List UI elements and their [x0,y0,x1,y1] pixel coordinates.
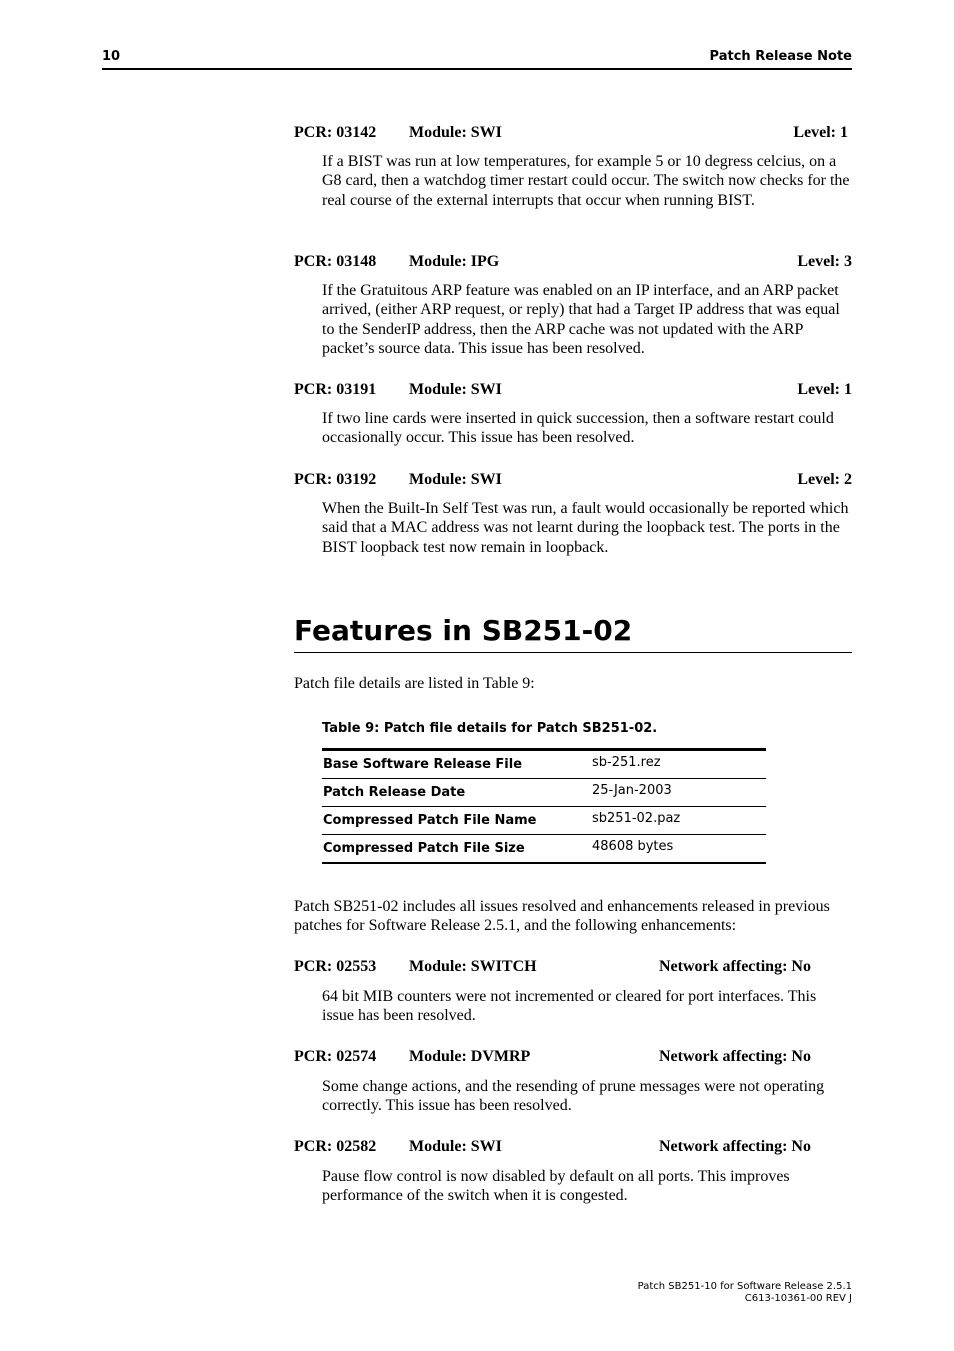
pcr-heading [294,381,852,401]
page-footer [638,1281,852,1305]
table-key: Compressed Patch File Name [323,813,537,828]
pcr-module: Module: SWI [409,471,502,488]
pcr-heading [294,253,852,273]
header-title: Patch Release Note [709,49,852,64]
pcr-id: PCR: 03192 [294,471,377,488]
table-row [322,779,766,807]
pcr-heading [294,124,852,144]
pcr-id: PCR: 02582 [294,1138,377,1155]
pcr-network-affecting: Network affecting: No [659,958,811,975]
page-header [102,48,852,70]
table-key: Compressed Patch File Size [323,841,525,856]
pcr-level: Level: 2 [797,471,852,488]
page-number: 10 [102,49,121,64]
table-row [322,751,766,779]
pcr-network-affecting: Network affecting: No [659,1048,811,1065]
pcr-heading [294,1048,852,1068]
pcr-id: PCR: 03191 [294,381,377,398]
pcr-description: Some change actions, and the resending of prune messages were not operating correctly. This issue has been resolved. [322,1078,825,1115]
section-summary: Patch SB251-02 includes all issues resolved and enhancements released in previous patches for Software Release 2.5.1, and the following enhancements: [294,898,830,935]
pcr-description: Pause flow control is now disabled by default on all ports. This improves performance of the switch when it is congested. [322,1168,790,1205]
table-value: 25-Jan-2003 [592,783,672,798]
pcr-network-affecting: Network affecting: No [659,1138,811,1155]
pcr-heading [294,1138,852,1158]
pcr-level: Level: 1 [793,124,848,141]
pcr-heading [294,471,852,491]
pcr-module: Module: IPG [409,253,500,270]
pcr-level: Level: 1 [797,381,852,398]
footer-line-1: Patch SB251-10 for Software Release 2.5.1 [637,1281,852,1292]
pcr-module: Module: SWI [409,1138,502,1155]
pcr-module: Module: DVMRP [409,1048,531,1065]
table-row [322,807,766,835]
pcr-heading [294,958,852,978]
section-intro: Patch file details are listed in Table 9: [294,675,535,692]
table-key: Base Software Release File [323,757,523,772]
section-heading: Features in SB251-02 [294,612,852,653]
pcr-description: 64 bit MIB counters were not incremented or cleared for port interfaces. This issue has been resolved. [322,988,817,1025]
table-key: Patch Release Date [323,785,466,800]
pcr-description: If a BIST was run at low temperatures, for example 5 or 10 degress celcius, on a G8 card, then a watchdog timer restart could occur. The switch now checks for the real course of the external interrupts that occur when running BIST. [322,153,850,209]
pcr-module: Module: SWI [409,124,502,141]
pcr-level: Level: 3 [797,253,852,270]
pcr-description: If the Gratuitous ARP feature was enabled on an IP interface, and an ARP packet arrived, (either ARP request, or reply) that had a Target IP address that was equal to the SenderIP address, then the ARP cache was not updated with the ARP packet’s source data. This issue has been resolved. [322,282,840,357]
table-value: sb251-02.paz [592,811,681,826]
footer-line-2: C613-10361-00 REV J [744,1293,852,1304]
pcr-description: If two line cards were inserted in quick succession, then a software restart could occasionally occur. This issue has been resolved. [322,410,834,447]
table-caption: Table 9: Patch file details for Patch SB251-02. [322,721,658,736]
pcr-id: PCR: 02553 [294,958,377,975]
table-row [322,835,766,864]
pcr-id: PCR: 03148 [294,253,377,270]
pcr-module: Module: SWITCH [409,958,537,975]
pcr-description: When the Built-In Self Test was run, a fault would occasionally be reported which said that a MAC address was not learnt during the loopback test. The ports in the BIST loopback test now remain in loopback. [322,500,849,556]
pcr-id: PCR: 03142 [294,124,377,141]
table-value: 48608 bytes [592,839,674,854]
pcr-id: PCR: 02574 [294,1048,377,1065]
patch-details-table [322,748,766,864]
table-value: sb-251.rez [592,755,661,770]
pcr-module: Module: SWI [409,381,502,398]
